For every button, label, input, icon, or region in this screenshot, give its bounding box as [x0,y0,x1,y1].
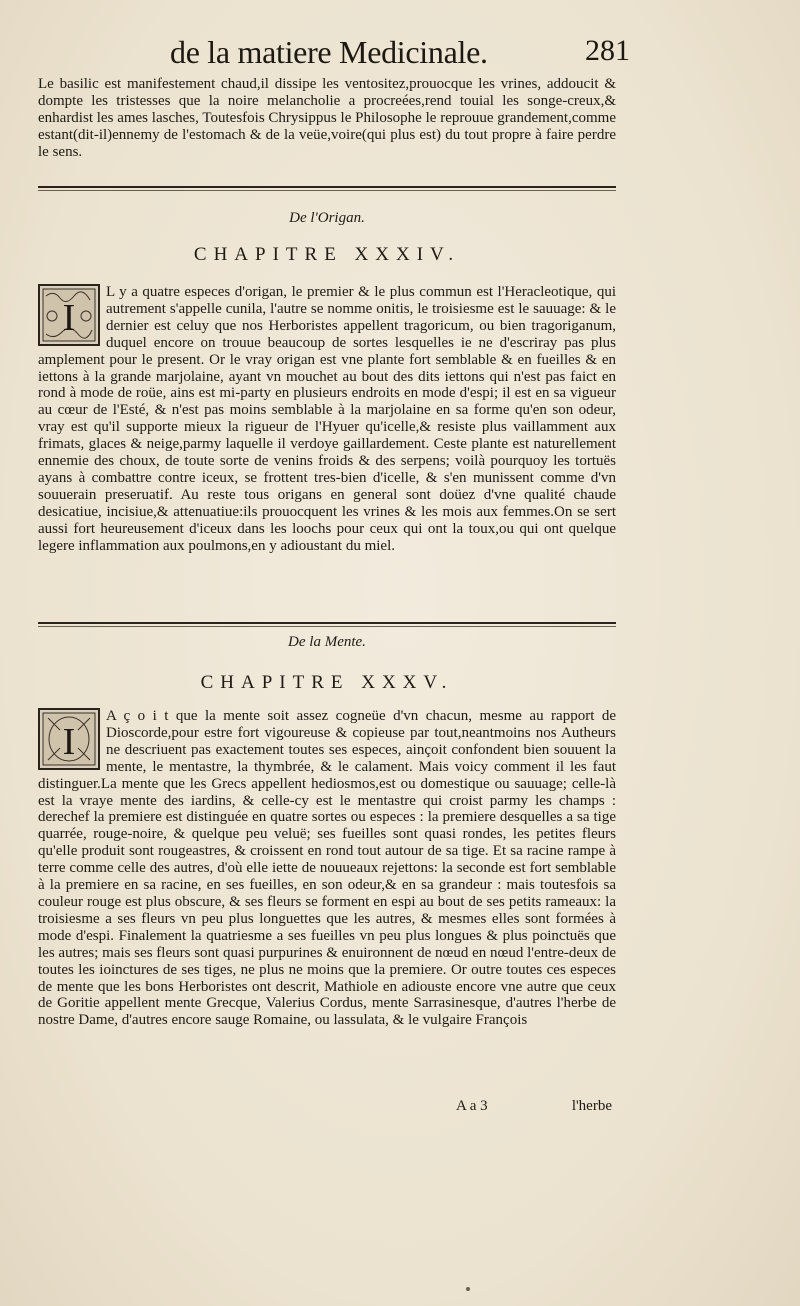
section-divider [38,622,616,624]
top-paragraph: Le basilic est manifestement chaud,il dissipe les ventositez,prouocque les vrines, addoucit & dompte les tristesses que la noire melancholie a procreées,rend touial les songe-creux,& enhardist les ames lasches, Toutesfois Chrysippus le Philosophe le reprouue grandement,comme estant(dit-il)ennemy de l'estomach & de la veüe,voire(qui plus est) du tout propre à faire perdre le sens. [38,76,616,160]
dropcap-letter: I [62,297,76,339]
chapter-heading-35: CHAPITRE XXXV. [200,672,454,693]
section1-text: L y a quatre especes d'origan, le premier & le plus commun est l'Heracleotique, qui autrement s'appelle cunila, l'autre se nomme onitis, le troisiesme est le sauuage: & le dernier est celuy que nos Herboristes appellent tragoricum, ou bien tragoriganum, duquel encore on trouue beaucoup de sortes lesquelles ie ne d'escriray pas plus amplement pour le present. Or le vray origan est vne plante fort semblable & en fueilles & en iettons à la grande marjolaine, ayant vn mouchet au bout des dits iettons qui n'est pas faict en rond à mode de roüe, ains est mi-party en plusieurs endroits en mode d'espi; il est en sa vigueur au cœur de l'Esté, & n'est pas moins semblable à la marjolaine en sa forme qu'en son odeur, vray est qu'il supporte mieux la rigueur de l'Hyuer qu'icelle,& resiste plus vaillamment aux frimats, glaces & neige,parmy laquelle il verdoye gaillardement. Ceste plante est naturellement ennemie des choux, de toute sorte de venins froids & des serpens; voilà pourquoy les tortuës ayans à combattre contre iceux, se frottent tres-bien d'icelle, & s'en munissent comme d'vn souuerain preseruatif. Au reste tous origans en general sont doüez d'vne qualité chaude desicatiue, incisiue,& attenuatiue:ils prouocquent les vrines & les mois aux femmes.On se sert aussi fort heureusement d'iceux dans les loochs pour ceux qui ont la toux,ou qui ont quelque legere inflammation aux poulmons,en y adioustant du miel. [38,284,616,554]
signature-mark: A a 3 [456,1098,488,1114]
running-head: de la matiere Medicinale. [170,34,488,70]
section-title-mente: De la Mente. [288,634,366,650]
section-divider [38,186,616,188]
catchword: l'herbe [571,1098,612,1114]
chapter-heading-34: CHAPITRE XXXIV. [193,244,461,265]
page-number: 281 [585,34,630,67]
section1-body [38,284,616,555]
section2-body [38,708,616,1029]
dropcap-letter: I [62,721,76,763]
page-footer [38,1098,616,1116]
section-title-origan: De l'Origan. [289,210,365,226]
page-header [170,34,630,74]
paper-speck [466,1287,470,1291]
section2-text: A ç o i t que la mente soit assez cogneüe d'vn chacun, mesme au rapport de Dioscorde,pour estre fort vigoureuse & copieuse par tout,neantmoins nos Autheurs ne descriuent pas exactement toutes ses especes, ainçoit confondent bien souuent la mente, le mentastre, la thymbrée, & le calament. Mais voicy comment il les faut distinguer.La mente que les Grecs appellent hediosmos,est ou domestique ou sauuage; celle-là est la vraye mente des iardins, & celle-cy est le mentastre qui croist parmy les champs : derechef la premiere est distinguée en quatre sortes ou especes : la premiere desquelles a sa tige quarrée, rouge-noire, & quelque peu veluë; ses fueilles sont quasi rondes, les petites fleurs qu'elle produit sont rougeastres, & croissent en rond tout autour de sa tige. Et sa racine rampe à terre comme celle des autres, d'où elle iette de nouueaux rejettons: la seconde est fort semblable à la premiere en sa racine, en ses fueilles, en son odeur,& en sa grandeur : mais toutesfois sa couleur rouge est plus obscure, & ses fleurs se forment en espi au bout de ses petits rameaux: la troisiesme a ses fleurs vn peu plus longuettes que les autres, & mesmes elles sont formées à mode d'espi. Finalement la quatriesme a ses fueilles vn peu plus longues & plus poinctuës que les autres; mais ses fleurs sont quasi purpurines & enuironnent de nœud en nœud l'entre-deux de toutes les ioinctures de ses tiges, ne plus ne moins que la premiere. Or outre toutes ces especes de mente que les bons Herboristes ont descrit, Mathiole en adiouste encore vne autre que ceux de Goritie appellent mente Grecque, Valerius Cordus, mente Sarrasinesque, d'autres l'herbe de nostre Dame, d'autres encore sauge Romaine, ou lassulata, & le vulgaire François [38,708,616,1029]
